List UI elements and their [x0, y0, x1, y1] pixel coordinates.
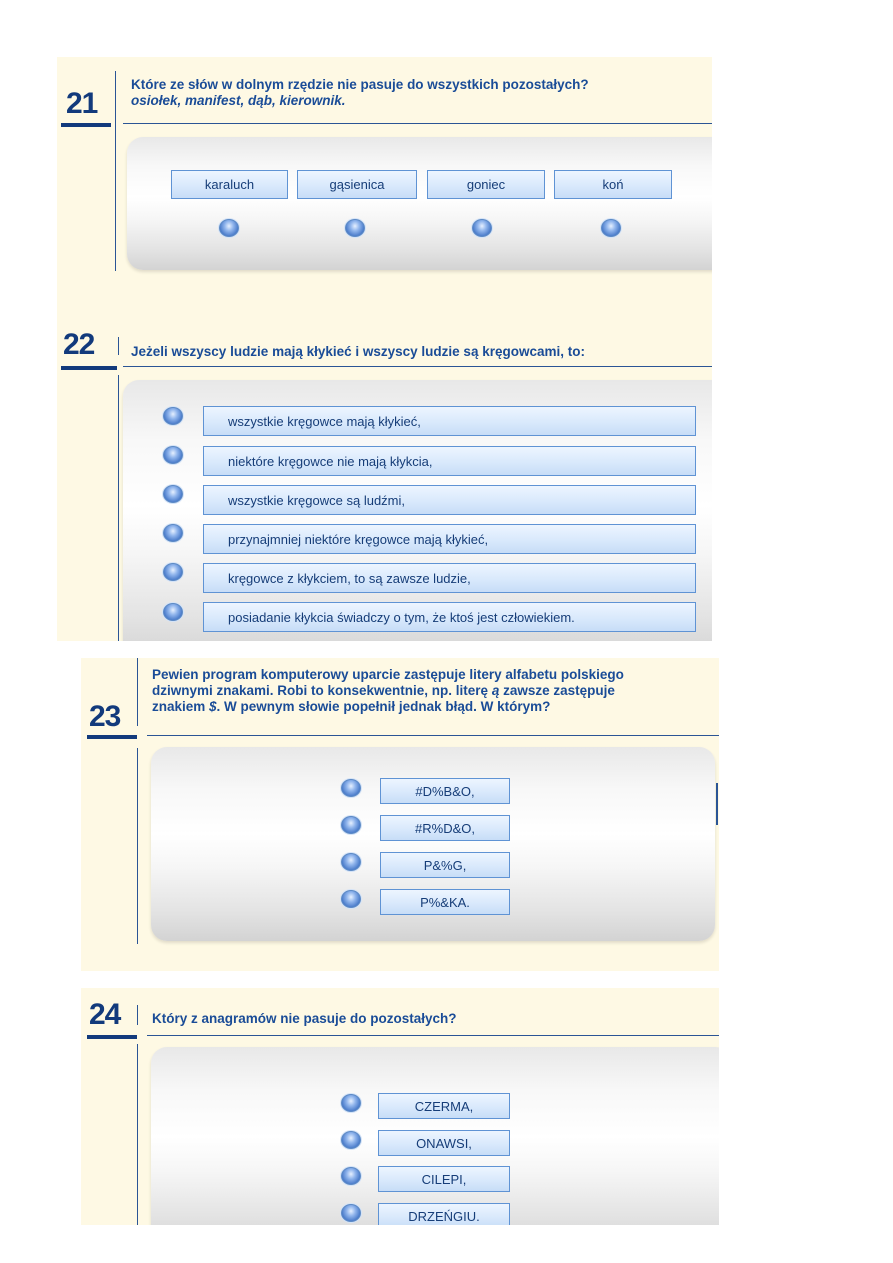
option-4-box[interactable]: DRZEŃGIU.	[378, 1203, 510, 1225]
radio-option-4[interactable]	[341, 890, 361, 908]
divider-vertical	[137, 1044, 138, 1225]
question-24-panel	[81, 988, 719, 1225]
radio-option-3[interactable]	[163, 485, 183, 503]
divider-vertical	[137, 748, 138, 944]
question-text: Który z anagramów nie pasuje do pozostałych?	[152, 1011, 457, 1026]
divider-horizontal	[147, 1035, 719, 1036]
radio-option-karaluch[interactable]	[219, 219, 239, 237]
radio-option-2[interactable]	[341, 816, 361, 834]
question-number: 21	[66, 87, 98, 120]
radio-option-1[interactable]	[163, 407, 183, 425]
option-1-box[interactable]: CZERMA,	[378, 1093, 510, 1119]
question-22-panel	[57, 323, 712, 641]
radio-option-4[interactable]	[163, 524, 183, 542]
option-2-box[interactable]: #R%D&O,	[380, 815, 510, 841]
radio-option-1[interactable]	[341, 779, 361, 797]
question-number-underline	[61, 366, 117, 370]
option-1-box[interactable]: #D%B&O,	[380, 778, 510, 804]
question-number: 23	[89, 700, 121, 733]
radio-option-5[interactable]	[163, 563, 183, 581]
option-3-box[interactable]: CILEPI,	[378, 1166, 510, 1192]
scrollbar-edge	[716, 783, 718, 825]
answer-card	[127, 137, 712, 270]
option-2-box[interactable]: niektóre kręgowce nie mają kłykcia,	[203, 446, 696, 476]
option-gasienica-box[interactable]: gąsienica	[297, 170, 417, 199]
radio-option-2[interactable]	[163, 446, 183, 464]
radio-option-4[interactable]	[341, 1204, 361, 1222]
question-number-underline	[87, 1035, 137, 1039]
radio-option-3[interactable]	[341, 853, 361, 871]
divider-horizontal	[147, 735, 719, 736]
radio-option-gasienica[interactable]	[345, 219, 365, 237]
divider-horizontal	[123, 366, 712, 367]
question-23-panel	[81, 658, 719, 971]
option-1-box[interactable]: wszystkie kręgowce mają kłykieć,	[203, 406, 696, 436]
option-6-box[interactable]: posiadanie kłykcia świadczy o tym, że ktoś jest człowiekiem.	[203, 602, 696, 632]
answer-card	[151, 1047, 719, 1225]
question-text: Które ze słów w dolnym rzędzie nie pasuje do wszystkich pozostałych? osiołek, manifest, dąb, kierownik.	[131, 77, 589, 108]
question-number-underline	[87, 735, 137, 739]
option-5-box[interactable]: kręgowce z kłykciem, to są zawsze ludzie,	[203, 563, 696, 593]
answer-card	[123, 380, 712, 641]
question-number: 22	[63, 328, 95, 361]
option-goniec-box[interactable]: goniec	[427, 170, 545, 199]
divider-horizontal	[123, 123, 712, 124]
divider-vertical	[137, 1005, 138, 1025]
option-3-box[interactable]: P&%G,	[380, 852, 510, 878]
radio-option-kon[interactable]	[601, 219, 621, 237]
question-21-panel	[57, 57, 712, 345]
question-words: osiołek, manifest, dąb, kierownik.	[131, 93, 346, 108]
option-kon-box[interactable]: koń	[554, 170, 672, 199]
option-2-box[interactable]: ONAWSI,	[378, 1130, 510, 1156]
divider-vertical	[118, 337, 119, 355]
question-text: Jeżeli wszyscy ludzie mają kłykieć i wszyscy ludzie są kręgowcami, to:	[131, 344, 585, 359]
radio-option-3[interactable]	[341, 1167, 361, 1185]
radio-option-6[interactable]	[163, 603, 183, 621]
question-number-underline	[61, 123, 111, 127]
divider-vertical	[118, 375, 119, 641]
option-4-box[interactable]: przynajmniej niektóre kręgowce mają kłykieć,	[203, 524, 696, 554]
option-karaluch-box[interactable]: karaluch	[171, 170, 288, 199]
radio-option-2[interactable]	[341, 1131, 361, 1149]
divider-vertical	[137, 658, 138, 726]
option-4-box[interactable]: P%&KA.	[380, 889, 510, 915]
radio-option-goniec[interactable]	[472, 219, 492, 237]
answer-card	[151, 747, 715, 941]
option-3-box[interactable]: wszystkie kręgowce są ludźmi,	[203, 485, 696, 515]
divider-vertical	[115, 71, 116, 271]
radio-option-1[interactable]	[341, 1094, 361, 1112]
question-number: 24	[89, 998, 121, 1031]
question-text: Pewien program komputerowy uparcie zastępuje litery alfabetu polskiego dziwnymi znakami. Robi to konsekwentnie, np. literę ą zawsze zastępuje znakiem $. W pewnym słowie popełnił jednak błąd. W którym?	[152, 667, 624, 714]
